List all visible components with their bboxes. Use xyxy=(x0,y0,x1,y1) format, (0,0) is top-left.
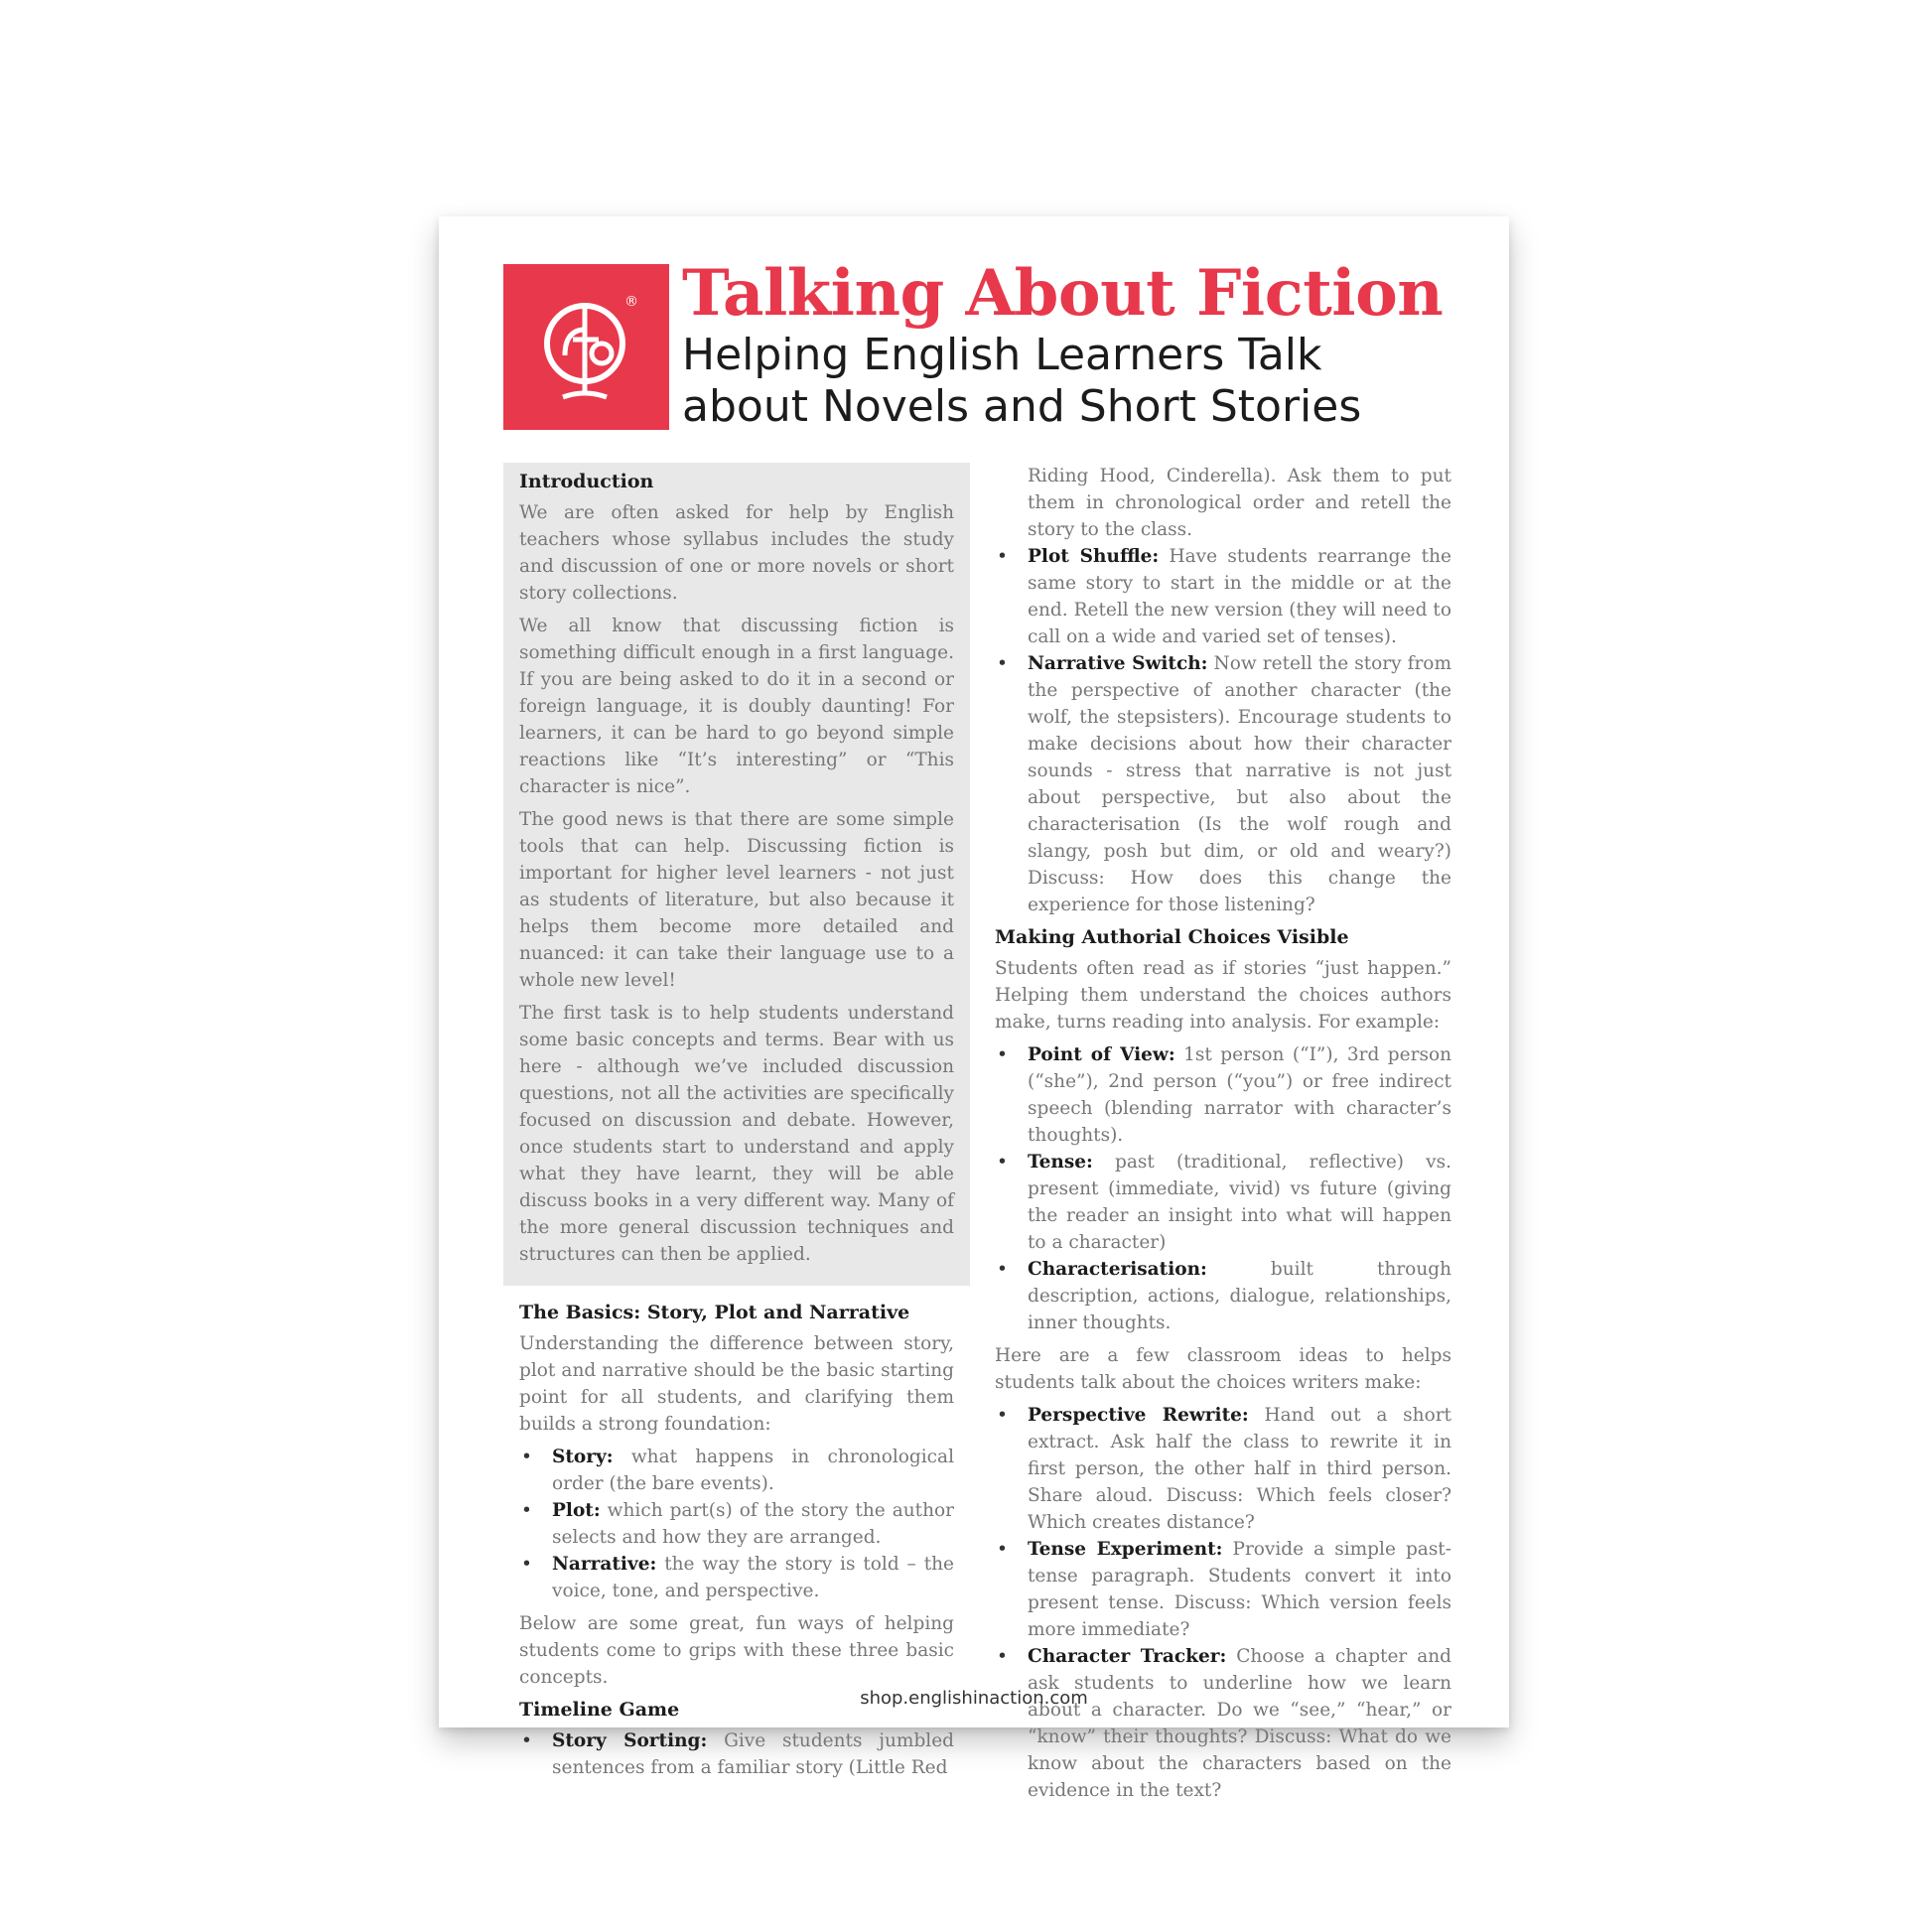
list-item-term: Plot: xyxy=(552,1500,601,1521)
list-item xyxy=(995,1149,1451,1256)
intro-paragraph: The good news is that there are some simple tools that can help. Discussing fiction is important for higher level learners - not just as students of literature, but also because it helps them become more detailed and nuanced: it can take their language use to a whole new level! xyxy=(519,809,954,991)
list-item-text: past (traditional, reflective) vs. present (immediate, vivid) vs future (giving the reader an insight into what will happen to a character) xyxy=(1028,1152,1451,1253)
authorial-list xyxy=(995,1041,1451,1336)
list-item-term: Story: xyxy=(552,1447,614,1467)
list-item xyxy=(995,543,1451,650)
list-item xyxy=(995,1256,1451,1336)
list-item xyxy=(995,650,1451,918)
timeline-list-continued xyxy=(995,543,1451,918)
list-item xyxy=(995,1402,1451,1536)
list-item xyxy=(995,1041,1451,1149)
timeline-heading: Timeline Game xyxy=(519,1699,680,1721)
footer-url: shop.englishinaction.com xyxy=(860,1688,1088,1709)
basics-list xyxy=(519,1444,954,1604)
globe-logo-icon xyxy=(503,264,669,430)
list-item-text: which part(s) of the story the author selects and how they are arranged. xyxy=(552,1500,954,1548)
left-column xyxy=(503,463,970,1787)
intro-heading: Introduction xyxy=(519,471,654,492)
list-item-term: Narrative: xyxy=(552,1554,657,1575)
list-item-text: Now retell the story from the perspective of another character (the wolf, the stepsisters). Encourage students to make decisions about how their character sounds - stress that narrative is not just about perspective, but also about the characterisation (Is the wolf rough and slangy, posh but dim, or old and weary?) Discuss: How does this change the experience for those listening? xyxy=(1028,653,1451,915)
list-item-text: what happens in chronological order (the bare events). xyxy=(552,1447,954,1494)
logo xyxy=(503,264,669,430)
basics-section xyxy=(503,1300,970,1781)
intro-paragraph: The first task is to help students understand some basic concepts and terms. Bear with us here - although we’ve included discussion questions, not all the activities are specifically focused on discussion and debate. However, once students start to understand and apply what they have learnt, they will be able discuss books in a very different way. Many of the more general discussion techniques and structures can then be applied. xyxy=(519,1003,954,1265)
right-column xyxy=(995,463,1451,1810)
list-item-text: Hand out a short extract. Ask half the class to rewrite it in first person, the other half in third person. Share aloud. Discuss: Which feels closer? Which creates distance? xyxy=(1028,1405,1451,1533)
list-item-text: Provide a simple past-tense paragraph. Students convert it into present tense. Discuss: Which version feels more immediate? xyxy=(1028,1539,1451,1640)
list-item xyxy=(519,1727,954,1781)
subtitle-line-1: Helping English Learners Talk xyxy=(682,330,1322,380)
ideas-list xyxy=(995,1402,1451,1804)
authorial-heading: Making Authorial Choices Visible xyxy=(995,926,1349,948)
list-item-text: Have students rearrange the same story to start in the middle or at the end. Retell the new version (they will need to call on a wide and varied set of tenses). xyxy=(1028,546,1451,647)
list-item-text: Give students jumbled sentences from a familiar story (Little Red xyxy=(552,1730,954,1778)
list-item xyxy=(519,1444,954,1497)
page-title: Talking About Fiction xyxy=(682,256,1444,331)
list-item-text: Choose a chapter and ask students to underline how we learn about a character. Do we “see,” “hear,” or “know” their thoughts? Discuss: What do we know about the characters based on the evidence in the text? xyxy=(1028,1646,1451,1801)
list-item xyxy=(519,1497,954,1551)
authorial-paragraph: Here are a few classroom ideas to helps students talk about the choices writers make: xyxy=(995,1345,1451,1393)
list-item-term: Story Sorting: xyxy=(552,1730,708,1751)
list-item xyxy=(995,1643,1451,1804)
list-item-term: Point of View: xyxy=(1028,1044,1175,1065)
list-item xyxy=(519,1551,954,1604)
basics-paragraph: Understanding the difference between story, plot and narrative should be the basic starting point for all students, and clarifying them builds a strong foundation: xyxy=(519,1333,954,1435)
list-item-term: Plot Shuffle: xyxy=(1028,546,1160,567)
intro-box xyxy=(503,463,970,1286)
page-subtitle xyxy=(682,330,1476,433)
intro-paragraph: We all know that discussing fiction is something difficult enough in a first language. If you are being asked to do it in a second or foreign language, it is doubly daunting! For learners, it can be hard to go beyond simple reactions like “It’s interesting” or “This character is nice”. xyxy=(519,616,954,797)
registered-mark: ® xyxy=(624,294,638,310)
intro-paragraph: We are often asked for help by English teachers whose syllabus includes the study and discussion of one or more novels or short story collections. xyxy=(519,502,954,604)
list-item-text: the way the story is told – the voice, tone, and perspective. xyxy=(552,1554,954,1601)
basics-paragraph: Below are some great, fun ways of helping students come to grips with these three basic concepts. xyxy=(519,1613,954,1688)
authorial-paragraph: Students often read as if stories “just happen.” Helping them understand the choices authors make, turns reading into analysis. For example: xyxy=(995,958,1451,1033)
timeline-list xyxy=(519,1727,954,1781)
subtitle-line-2: about Novels and Short Stories xyxy=(682,381,1362,432)
list-item-term: Tense: xyxy=(1028,1152,1093,1173)
list-item xyxy=(995,1536,1451,1643)
list-item-text: 1st person (“I”), 3rd person (“she”), 2nd person (“you”) or free indirect speech (blending narrator with character’s thoughts). xyxy=(1028,1044,1451,1146)
list-item-term: Narrative Switch: xyxy=(1028,653,1208,674)
list-item-term: Characterisation: xyxy=(1028,1259,1207,1280)
basics-heading: The Basics: Story, Plot and Narrative xyxy=(519,1302,910,1323)
list-item-term: Perspective Rewrite: xyxy=(1028,1405,1249,1426)
list-item-term: Tense Experiment: xyxy=(1028,1539,1223,1560)
list-item-continuation: Riding Hood, Cinderella). Ask them to put them in chronological order and retell the story to the class. xyxy=(1028,466,1451,540)
list-item-term: Character Tracker: xyxy=(1028,1646,1227,1667)
list-item-text: built through description, actions, dialogue, relationships, inner thoughts. xyxy=(1028,1259,1451,1333)
worksheet-page xyxy=(439,216,1509,1801)
